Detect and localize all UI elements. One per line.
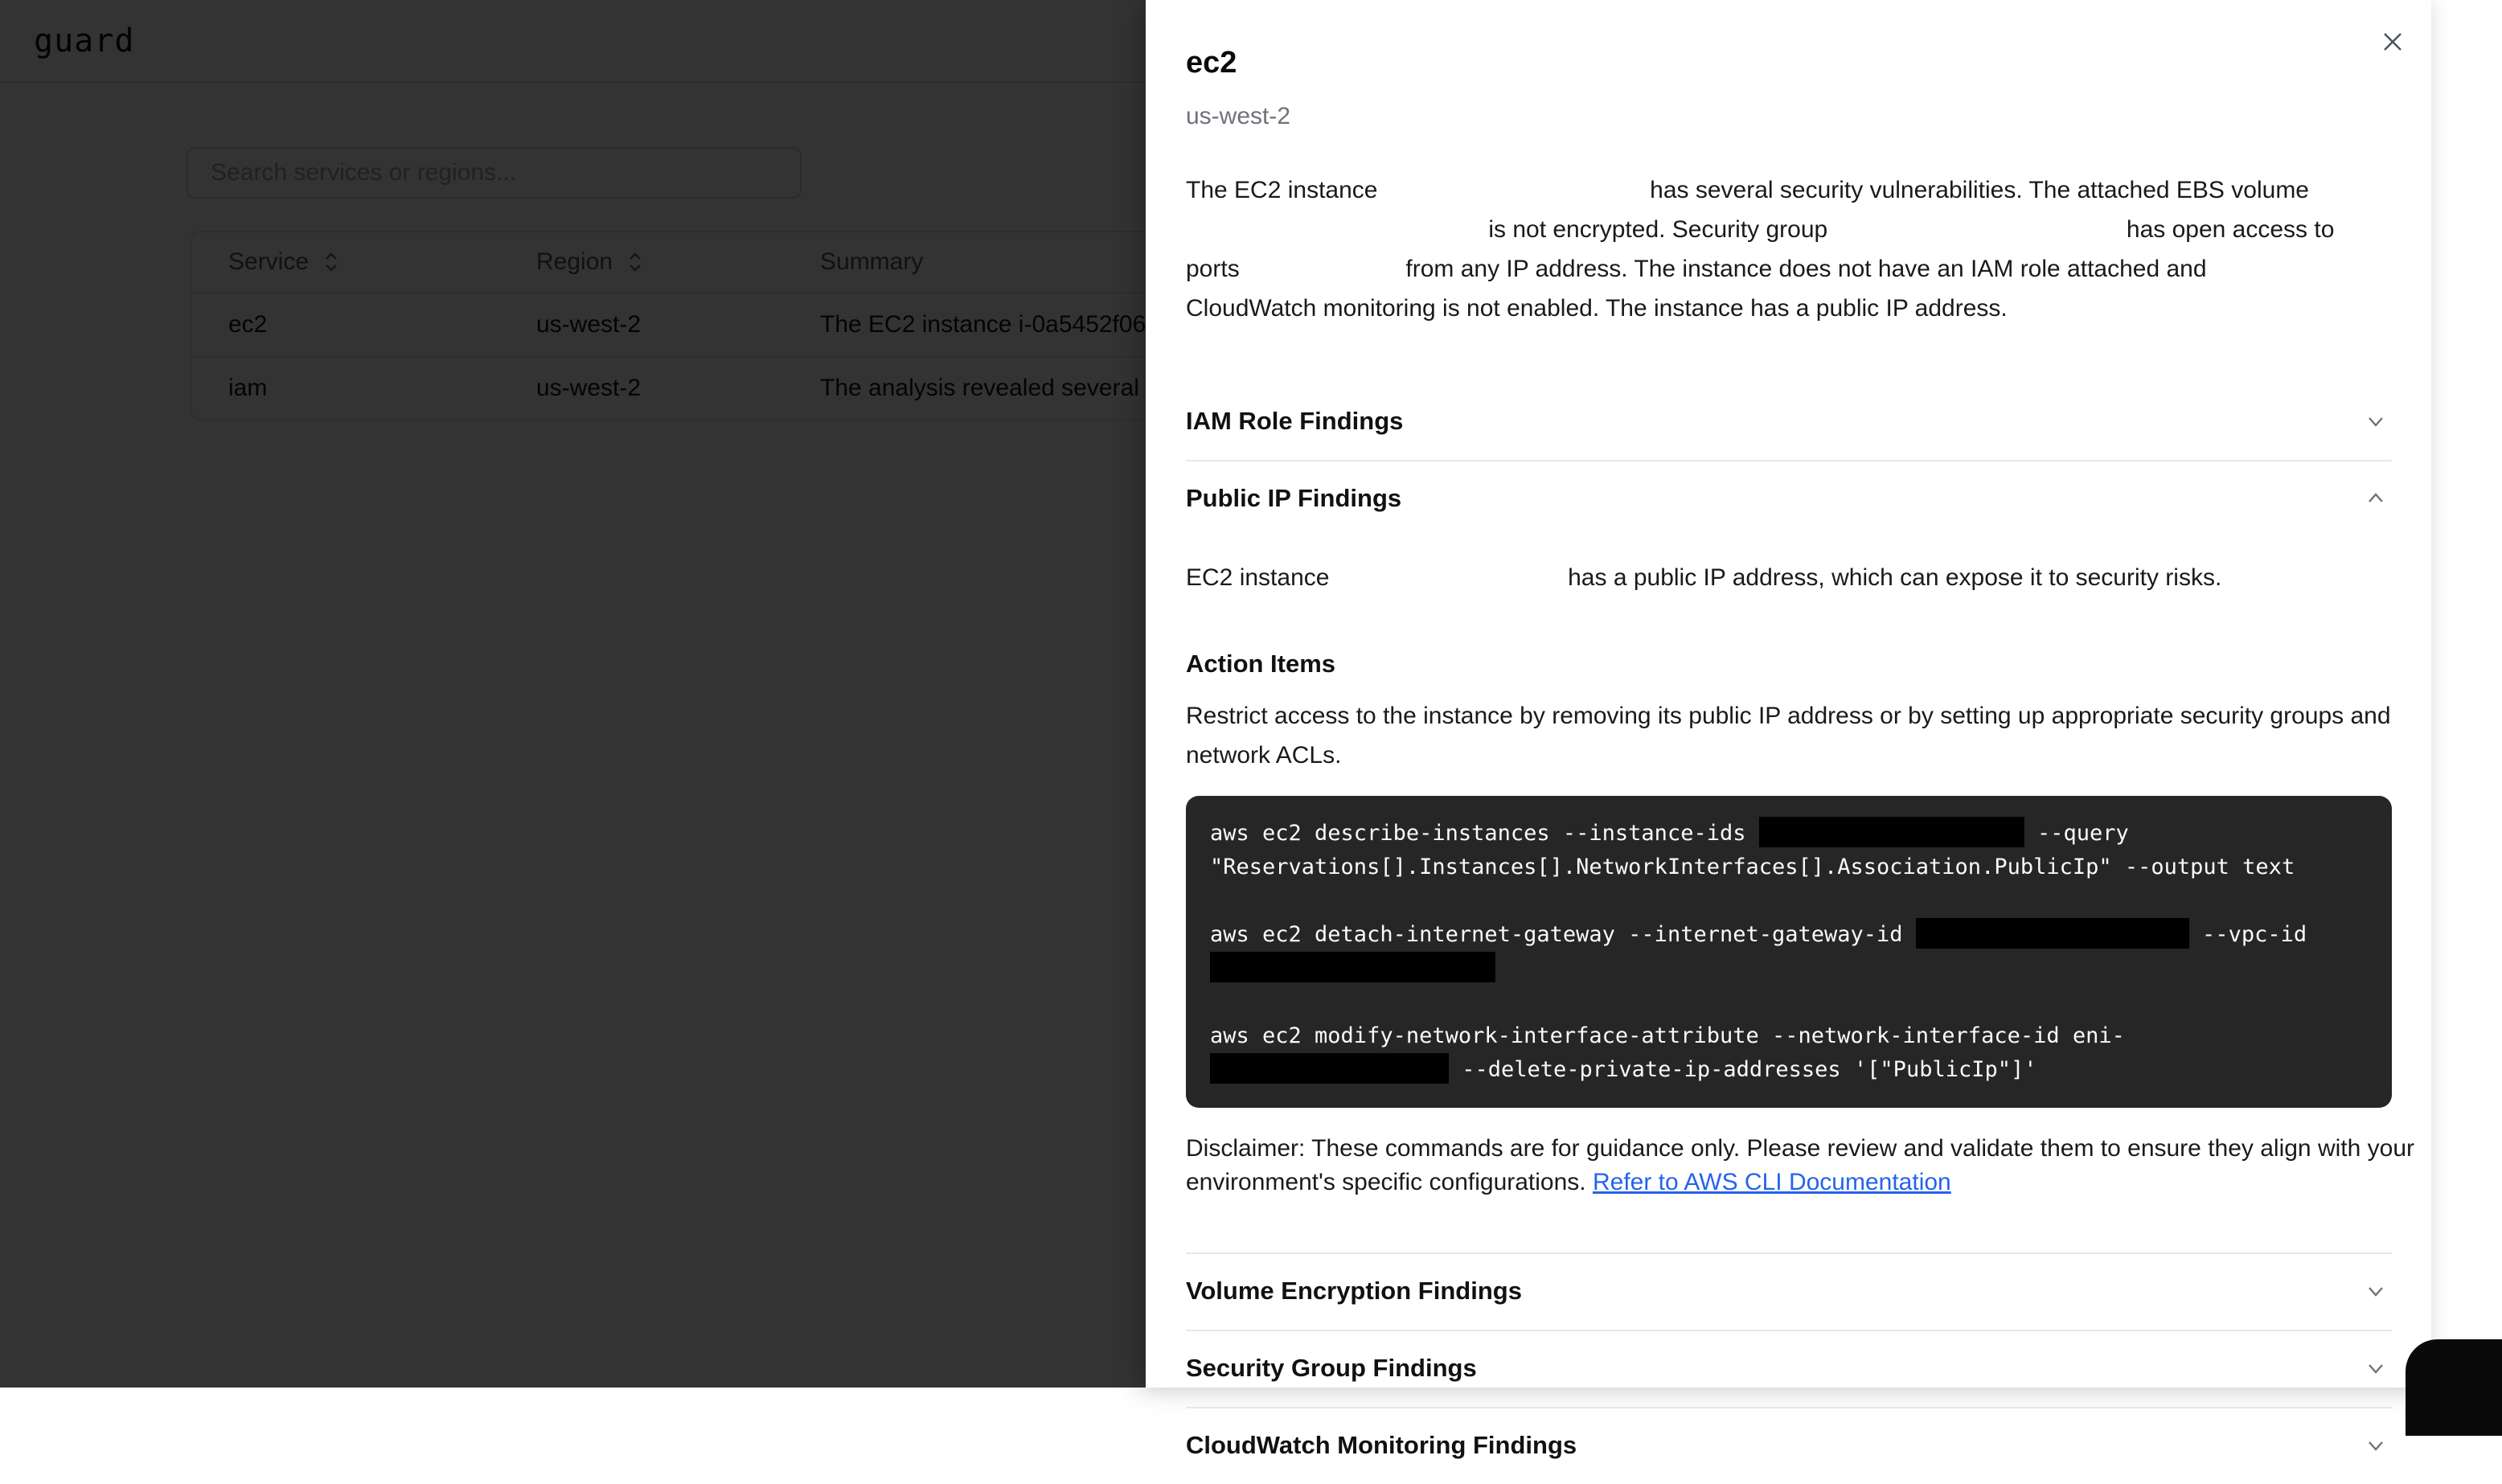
summary-paragraph: The EC2 instance has several security vulnerabilities. The attached EBS volume is not encrypted. Security group has open access to ports from any IP address. The instance does not have an IAM role attached and CloudWatch monitoring is not enabled. The instance has a public IP address. xyxy=(1186,177,2335,322)
public-ip-finding-text: EC2 instance has a public IP address, which can expose it to security risks. xyxy=(1186,564,2222,591)
cli-command: aws ec2 modify-network-interface-attribute --network-interface-id eni- --delete-private-ip-addresses '["PublicIp"]' xyxy=(1210,1023,2125,1082)
cli-command: aws ec2 describe-instances --instance-ids --query "Reservations[].Instances[].NetworkInterfaces[].Association.PublicIp" --output text xyxy=(1210,817,2368,884)
redaction-bar xyxy=(1210,952,1495,982)
close-icon xyxy=(2380,29,2406,55)
close-button[interactable] xyxy=(2375,24,2410,59)
section-header-cloudwatch[interactable]: CloudWatch Monitoring Findings xyxy=(1186,1408,2392,1484)
section-volume-encryption-findings xyxy=(1186,1254,2392,1331)
chat-corner-button[interactable] xyxy=(2406,1339,2502,1436)
section-header-security-group[interactable]: Security Group Findings xyxy=(1186,1331,2392,1407)
panel-title: ec2 xyxy=(1186,46,1237,80)
redaction-bar xyxy=(1759,817,2024,847)
cli-command: aws ec2 detach-internet-gateway --internet-gateway-id --vpc-id xyxy=(1210,918,2368,986)
redacted-gap xyxy=(1186,236,1482,237)
section-public-ip-findings xyxy=(1186,461,2414,1254)
cli-code-block[interactable] xyxy=(1186,796,2392,1108)
redacted-gap xyxy=(1246,275,1399,277)
chevron-down-icon xyxy=(2363,408,2389,434)
chevron-down-icon xyxy=(2363,1433,2389,1458)
panel-region: us-west-2 xyxy=(1186,103,1291,129)
redacted-gap xyxy=(1384,196,1643,198)
section-iam-role-findings xyxy=(1186,384,2392,461)
chevron-down-icon xyxy=(2363,1278,2389,1304)
aws-cli-documentation-link[interactable]: Refer to AWS CLI Documentation xyxy=(1592,1169,1951,1195)
section-header-public-ip[interactable]: Public IP Findings xyxy=(1186,461,2392,537)
action-items-text: Restrict access to the instance by removing its public IP address or by setting up appropriate security groups and network ACLs. xyxy=(1186,703,2391,769)
chevron-down-icon xyxy=(2363,1355,2389,1381)
section-cloudwatch-monitoring-findings xyxy=(1186,1408,2392,1484)
detail-panel xyxy=(1146,0,2431,1459)
redaction-bar xyxy=(1916,918,2189,949)
redacted-gap xyxy=(1835,236,2120,237)
section-security-group-findings xyxy=(1186,1331,2392,1408)
chevron-up-icon xyxy=(2363,486,2389,511)
redacted-gap xyxy=(1336,584,1561,585)
disclaimer-text: Disclaimer: These commands are for guidance only. Please review and validate them to ensure they align with your environment's specific configurations. Refer to AWS CLI Documentation xyxy=(1186,1135,2414,1195)
section-header-iam-role[interactable]: IAM Role Findings xyxy=(1186,384,2392,460)
findings-sections xyxy=(1186,384,2414,1484)
redaction-bar xyxy=(1210,1053,1449,1084)
section-header-volume-encryption[interactable]: Volume Encryption Findings xyxy=(1186,1254,2392,1330)
public-ip-section-body xyxy=(1186,560,2414,1252)
action-items-heading: Action Items xyxy=(1186,650,1336,678)
